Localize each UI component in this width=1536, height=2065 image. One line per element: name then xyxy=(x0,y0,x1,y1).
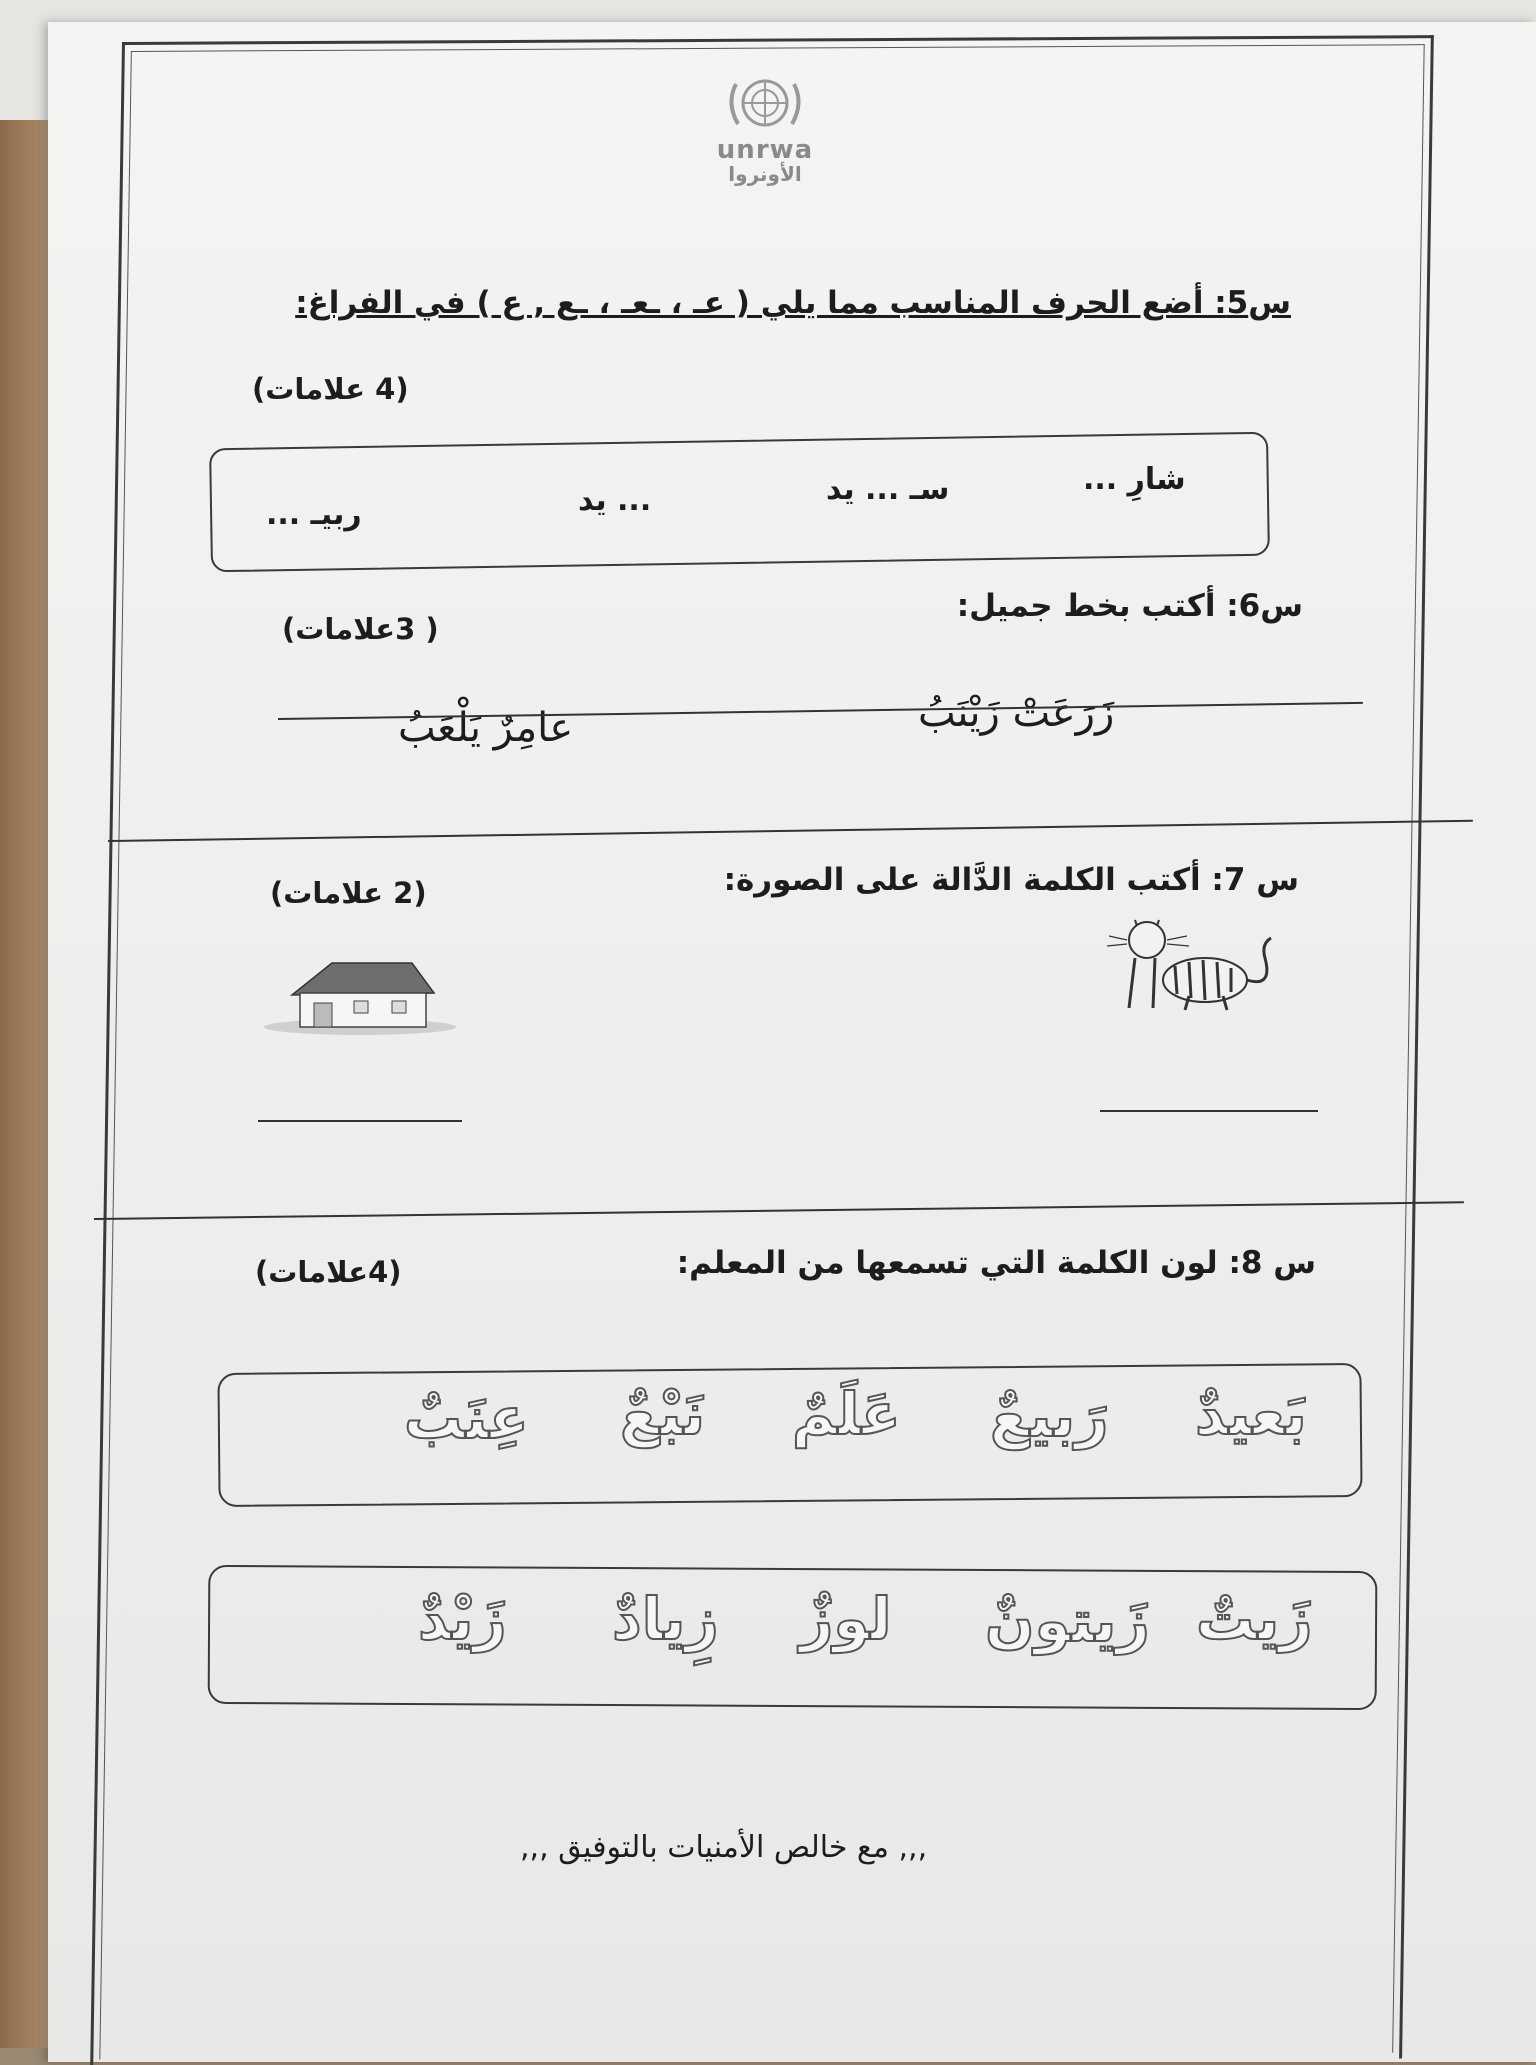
q5-title: س5: أضع الحرف المناسب مما يلي ( عـ ، ـعـ ، ـع , ع ) في الفراغ: xyxy=(295,285,1291,321)
q5-marks: (4 علامات) xyxy=(252,372,409,406)
page-border xyxy=(90,35,1434,2065)
q7-answer-line-tiger xyxy=(1100,1110,1318,1112)
un-emblem-icon xyxy=(722,72,808,134)
q8-row2-word-2[interactable]: زَيتونٌ xyxy=(985,1587,1150,1655)
logo-arabic-text: الأونروا xyxy=(728,162,802,186)
q8-marks: (4علامات) xyxy=(255,1255,402,1289)
q8-row2-word-1[interactable]: زَيتٌ xyxy=(1196,1585,1313,1653)
q7-title: س 7: أكتب الكلمة الدَّالة على الصورة: xyxy=(723,862,1299,898)
q7-answer-line-house xyxy=(258,1120,462,1122)
q5-words-box xyxy=(209,432,1270,573)
q7-marks: (2 علامات) xyxy=(270,876,427,910)
q8-row1-word-3[interactable]: عَلَمٌ xyxy=(792,1380,901,1448)
q5-word-4: ربيـ ... xyxy=(266,497,362,532)
q5-word-3: ... يد xyxy=(578,483,652,518)
house-picture xyxy=(262,955,457,1035)
q8-title: س 8: لون الكلمة التي تسمعها من المعلم: xyxy=(676,1245,1316,1281)
tiger-picture xyxy=(1105,918,1285,1018)
q5-word-1: شارِ ... xyxy=(1083,462,1186,497)
q8-row1-word-2[interactable]: رَبيعٌ xyxy=(990,1382,1109,1450)
q8-row1-word-5[interactable]: عِنَبٌ xyxy=(404,1384,529,1452)
q8-row2-word-4[interactable]: زِيادٌ xyxy=(612,1585,719,1653)
q8-row1-box xyxy=(217,1363,1362,1507)
logo-english-text: unrwa xyxy=(716,135,814,165)
q5-word-2: سـ ... يد xyxy=(826,472,950,507)
q8-row1-word-4[interactable]: نَبْعٌ xyxy=(620,1380,706,1448)
q6-phrase-2: عامِرٌ يَلْعَبُ xyxy=(398,705,574,751)
q6-title: س6: أكتب بخط جميل: xyxy=(956,588,1303,624)
q6-phrase-1: زَرَعَتْ زَيْنَبُ xyxy=(918,690,1115,736)
q8-row2-word-3[interactable]: لوزٌ xyxy=(800,1585,892,1653)
q6-marks: ( 3علامات) xyxy=(282,612,439,646)
closing-wishes: ,,, مع خالص الأمنيات بالتوفيق ,,, xyxy=(520,1830,928,1865)
unrwa-logo xyxy=(700,72,830,192)
q8-row2-word-5[interactable]: زَيْدٌ xyxy=(418,1585,507,1653)
q8-row1-word-1[interactable]: بَعيدٌ xyxy=(1195,1380,1307,1448)
